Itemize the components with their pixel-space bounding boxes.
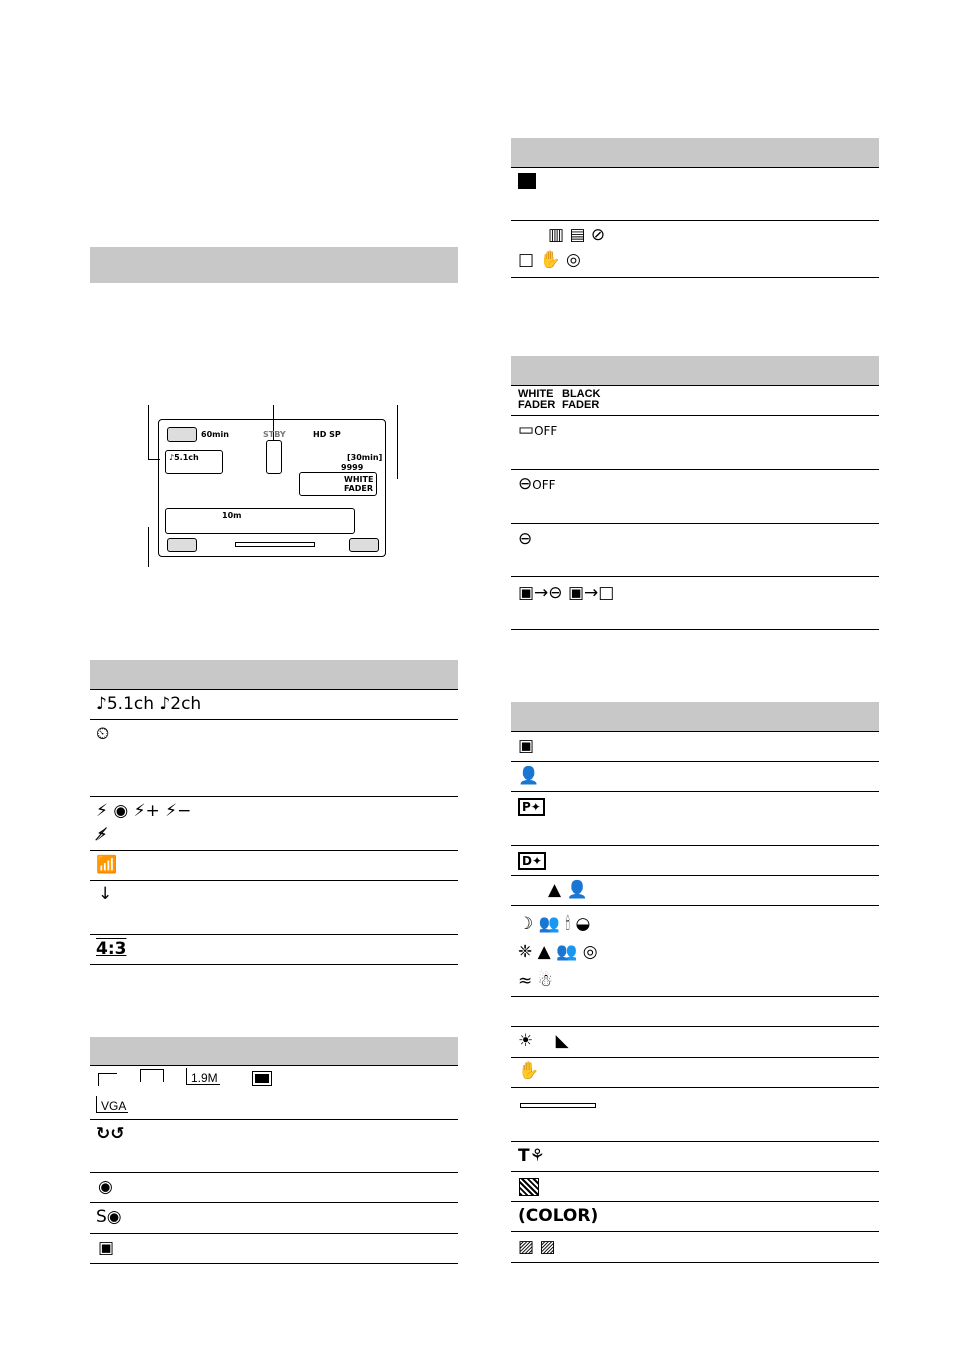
white-fader-label: WHITE FADER — [518, 388, 556, 411]
loop-icon: ↻↺ — [96, 1124, 125, 1144]
rule — [511, 220, 879, 221]
zoom-indicator — [520, 1103, 596, 1108]
backlight-icon: ▣ — [98, 1238, 115, 1258]
steadyshot-off-icon: ✋ — [518, 1061, 540, 1081]
center-box — [266, 440, 282, 474]
rule — [511, 415, 879, 416]
color-slow-icon: (COLOR) — [518, 1206, 599, 1226]
rule — [90, 1233, 458, 1234]
scene-icons-2: ❈ ▲ 👥 ◎ — [518, 942, 598, 962]
super-nightshot-icon: S◉ — [96, 1207, 122, 1227]
wide-icon — [140, 1069, 164, 1082]
rule — [511, 996, 879, 997]
option-button[interactable] — [349, 538, 379, 552]
bottom-icons-box: 10m — [165, 508, 355, 534]
flash-icons: ⚡ ◉ ⚡+ ⚡− — [96, 801, 192, 821]
rule — [511, 1026, 879, 1027]
white-balance-icons: ☀ ◣ — [518, 1031, 569, 1051]
zoom-bar — [235, 542, 315, 547]
rule — [90, 1202, 458, 1203]
warning-icons-2: □ ✋ ◎ — [518, 250, 581, 270]
rule — [90, 1263, 458, 1264]
mic-level-icon: ↓ — [98, 884, 113, 904]
full-icon — [252, 1071, 272, 1086]
rule — [511, 1231, 879, 1232]
lcd-off-icon: ▭OFF — [518, 420, 558, 440]
rule — [511, 761, 879, 762]
lcd-screen — [158, 419, 386, 557]
rule — [511, 277, 879, 278]
callout-line — [148, 527, 149, 567]
rule — [511, 1201, 879, 1202]
rule — [511, 385, 879, 386]
nightshot-icon: ◉ — [98, 1177, 113, 1197]
rule — [511, 731, 879, 732]
size-1-9m-icon: 1.9M — [186, 1068, 220, 1086]
image-size-icon — [98, 1071, 117, 1089]
rule — [90, 850, 458, 851]
p-icon: P✦ — [518, 796, 545, 816]
rule — [511, 523, 879, 524]
rule — [511, 469, 879, 470]
rule — [511, 576, 879, 577]
scene-icons-3: ≈ ☃ — [518, 971, 553, 991]
rule — [511, 167, 879, 168]
rule — [90, 1119, 458, 1120]
play-button[interactable] — [167, 538, 197, 552]
rule — [90, 689, 458, 690]
rule — [511, 629, 879, 630]
disc-off-icon: ⊖OFF — [518, 474, 556, 494]
rule — [511, 1057, 879, 1058]
table-header — [90, 1037, 458, 1065]
rule — [511, 1262, 879, 1263]
scene-icons: ▲ 👤 — [548, 880, 588, 900]
rule — [90, 880, 458, 881]
copy-icons: ▣→⊖ ▣→□ — [518, 583, 615, 603]
rule — [90, 1172, 458, 1173]
zebra-icon — [519, 1178, 539, 1196]
fader-box: WHITE FADER — [299, 472, 377, 496]
callout-line — [397, 405, 398, 479]
rule — [90, 1065, 458, 1066]
spot-meter-icon: 👤 — [518, 766, 540, 786]
audio-box: ♪5.1ch — [165, 450, 223, 474]
table-header — [90, 660, 458, 689]
rule — [90, 719, 458, 720]
table-header — [511, 702, 879, 731]
battery-text: 60min — [201, 430, 229, 439]
hd-icon — [518, 173, 536, 189]
black-fader-label: BLACK FADER — [562, 388, 601, 411]
conversion-lens-icons: ▨ ▨ — [518, 1237, 556, 1257]
rule — [511, 1087, 879, 1088]
counter-text: 9999 — [341, 463, 364, 472]
rule — [511, 905, 879, 906]
callout-line — [148, 405, 149, 459]
warning-icons: ▥ ▤ ⊘ — [548, 225, 606, 245]
tele-macro-icon: T⚘ — [518, 1146, 545, 1166]
wireless-icon: 📶 — [96, 855, 118, 875]
self-timer-icon: ⏲ — [96, 724, 110, 744]
disc-icon: ⊖ — [518, 529, 533, 549]
remaining-text: [30min] — [347, 453, 383, 462]
rule — [511, 1171, 879, 1172]
rule — [511, 845, 879, 846]
rule — [511, 791, 879, 792]
section-header-band — [90, 247, 458, 283]
home-button[interactable] — [167, 427, 197, 442]
rule — [90, 934, 458, 935]
d-icon: D✦ — [518, 850, 546, 870]
rule — [511, 1141, 879, 1142]
hd-text: HD SP — [313, 430, 341, 439]
audio-icons: ♪5.1ch ♪2ch — [96, 694, 202, 714]
flash-off-icon: ⚡̸ — [96, 825, 108, 845]
table-header — [511, 356, 879, 385]
rule — [90, 796, 458, 797]
stby-text: STBY — [263, 430, 286, 439]
scene-icons-1: ☽ 👥 🕯 ◒ — [518, 914, 591, 934]
face-icon: ▣ — [518, 736, 535, 756]
rule — [511, 875, 879, 876]
vga-icon: VGA — [96, 1096, 128, 1114]
table-header — [511, 138, 879, 167]
rule — [90, 964, 458, 965]
aspect-icon: 4:3 — [96, 939, 127, 959]
